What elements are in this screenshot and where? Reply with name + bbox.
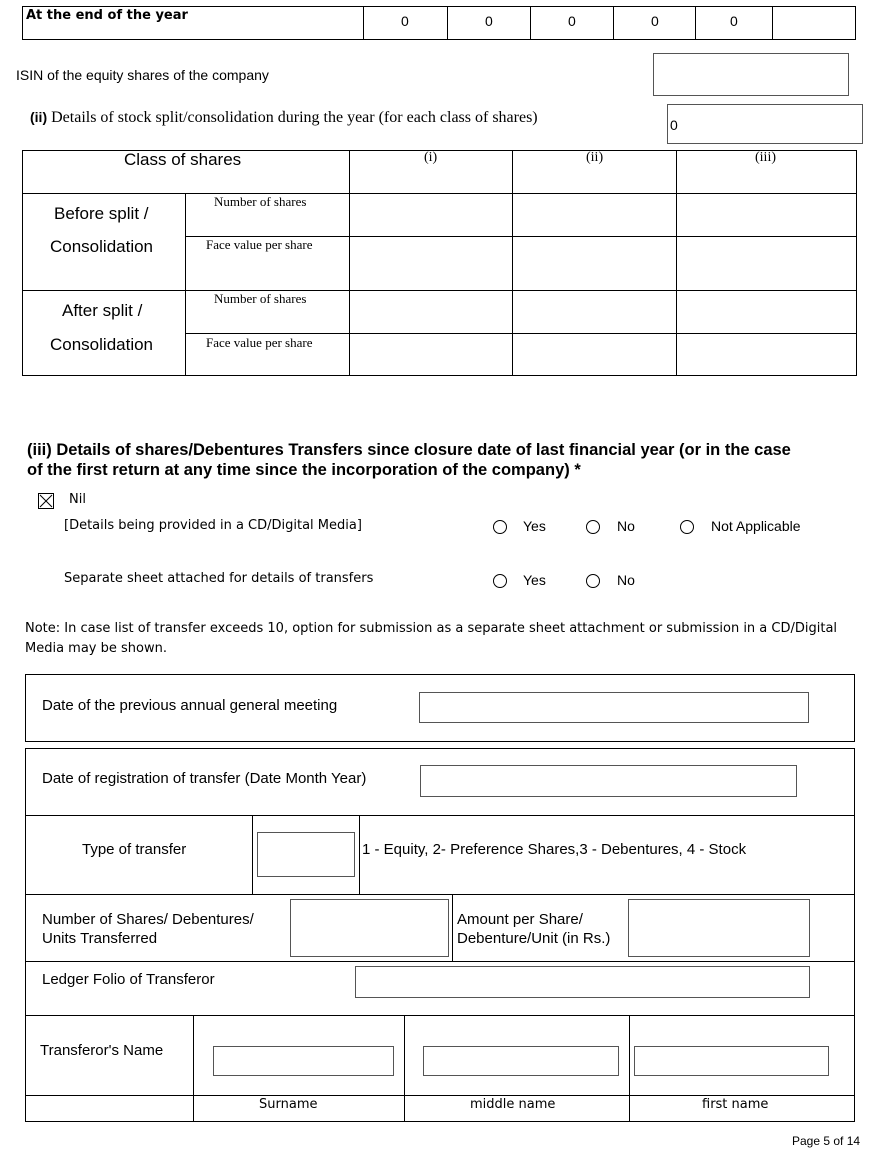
- reg-date-input[interactable]: [420, 765, 797, 797]
- transferor-name-label: Transferor's Name: [40, 1042, 164, 1059]
- amount-input[interactable]: [628, 899, 810, 957]
- year-end-value-1: 0: [401, 13, 409, 29]
- year-end-value-2: 0: [485, 13, 493, 29]
- num-transferred-input[interactable]: [290, 899, 449, 957]
- separate-sheet-label: Separate sheet attached for details of transfers: [64, 571, 374, 586]
- check-x-icon: [39, 494, 53, 508]
- after-split-label-2: Consolidation: [50, 335, 154, 354]
- split-title-text: Details of stock split/consolidation during the year (for each class of shares): [51, 109, 538, 126]
- cd-media-label: [Details being provided in a CD/Digital Media]: [64, 518, 362, 533]
- note-line2: Media may be shown.: [25, 641, 167, 656]
- cd-no-label: No: [617, 518, 635, 534]
- col-header-ii: (ii): [586, 150, 604, 165]
- year-end-value-5: 0: [730, 13, 738, 29]
- before-face-value: Face value per share: [206, 237, 313, 252]
- isin-input[interactable]: [653, 53, 849, 96]
- num-transferred-label-2: Units Transferred: [42, 930, 158, 947]
- year-end-value-4: 0: [651, 13, 659, 29]
- sheet-no-radio[interactable]: [586, 574, 600, 588]
- transfer-type-hint: 1 - Equity, 2- Preference Shares,3 - Debentures, 4 - Stock: [362, 841, 747, 858]
- page-number: Page 5 of 14: [792, 1134, 861, 1148]
- nil-label: Nil: [69, 492, 86, 507]
- reg-date-label: Date of registration of transfer (Date Month Year): [42, 770, 367, 787]
- year-end-value-3: 0: [568, 13, 576, 29]
- surname-label: Surname: [259, 1097, 318, 1112]
- cd-na-label: Not Applicable: [711, 518, 801, 534]
- col-header-i: (i): [424, 150, 438, 165]
- cd-na-radio[interactable]: [680, 520, 694, 534]
- class-of-shares-header: Class of shares: [124, 150, 242, 169]
- cd-yes-label: Yes: [523, 518, 546, 534]
- middle-name-input[interactable]: [423, 1046, 619, 1076]
- cd-no-radio[interactable]: [586, 520, 600, 534]
- num-transferred-label-1: Number of Shares/ Debentures/: [42, 911, 254, 928]
- isin-label: ISIN of the equity shares of the company: [16, 67, 269, 83]
- note-line1: Note: In case list of transfer exceeds 10, option for submission as a separate sheet attachment or submission in a CD/Digital: [25, 621, 838, 636]
- sheet-yes-label: Yes: [523, 572, 546, 588]
- amount-label-1: Amount per Share/: [457, 911, 583, 928]
- after-number-of-shares: Number of shares: [214, 291, 307, 306]
- transfer-type-label: Type of transfer: [82, 841, 187, 858]
- year-end-label: At the end of the year: [26, 8, 188, 23]
- agm-date-input[interactable]: [419, 692, 809, 723]
- after-split-label-1: After split /: [62, 301, 143, 320]
- sheet-no-label: No: [617, 572, 635, 588]
- before-number-of-shares: Number of shares: [214, 194, 307, 209]
- split-title: [30, 109, 538, 127]
- transfers-title-line2: of the first return at any time since the incorporation of the company) *: [27, 461, 581, 479]
- sheet-yes-radio[interactable]: [493, 574, 507, 588]
- nil-checkbox[interactable]: [38, 493, 54, 509]
- amount-label-2: Debenture/Unit (in Rs.): [457, 930, 611, 947]
- split-count-input[interactable]: 0: [667, 104, 863, 144]
- before-split-label-2: Consolidation: [50, 237, 154, 256]
- first-name-input[interactable]: [634, 1046, 829, 1076]
- ledger-folio-input[interactable]: [355, 966, 810, 998]
- transfers-title-line1: (iii) Details of shares/Debentures Transfers since closure date of last financial year (or in the case: [27, 441, 791, 459]
- cd-yes-radio[interactable]: [493, 520, 507, 534]
- before-split-label-1: Before split /: [54, 204, 149, 223]
- split-prefix: (ii): [30, 109, 48, 125]
- first-name-label: first name: [702, 1097, 769, 1112]
- after-face-value: Face value per share: [206, 335, 313, 350]
- col-header-iii: (iii): [755, 150, 776, 165]
- surname-input[interactable]: [213, 1046, 394, 1076]
- middle-name-label: middle name: [470, 1097, 556, 1112]
- agm-label: Date of the previous annual general meeting: [42, 697, 338, 714]
- transfer-type-input[interactable]: [257, 832, 355, 877]
- ledger-folio-label: Ledger Folio of Transferor: [42, 971, 215, 988]
